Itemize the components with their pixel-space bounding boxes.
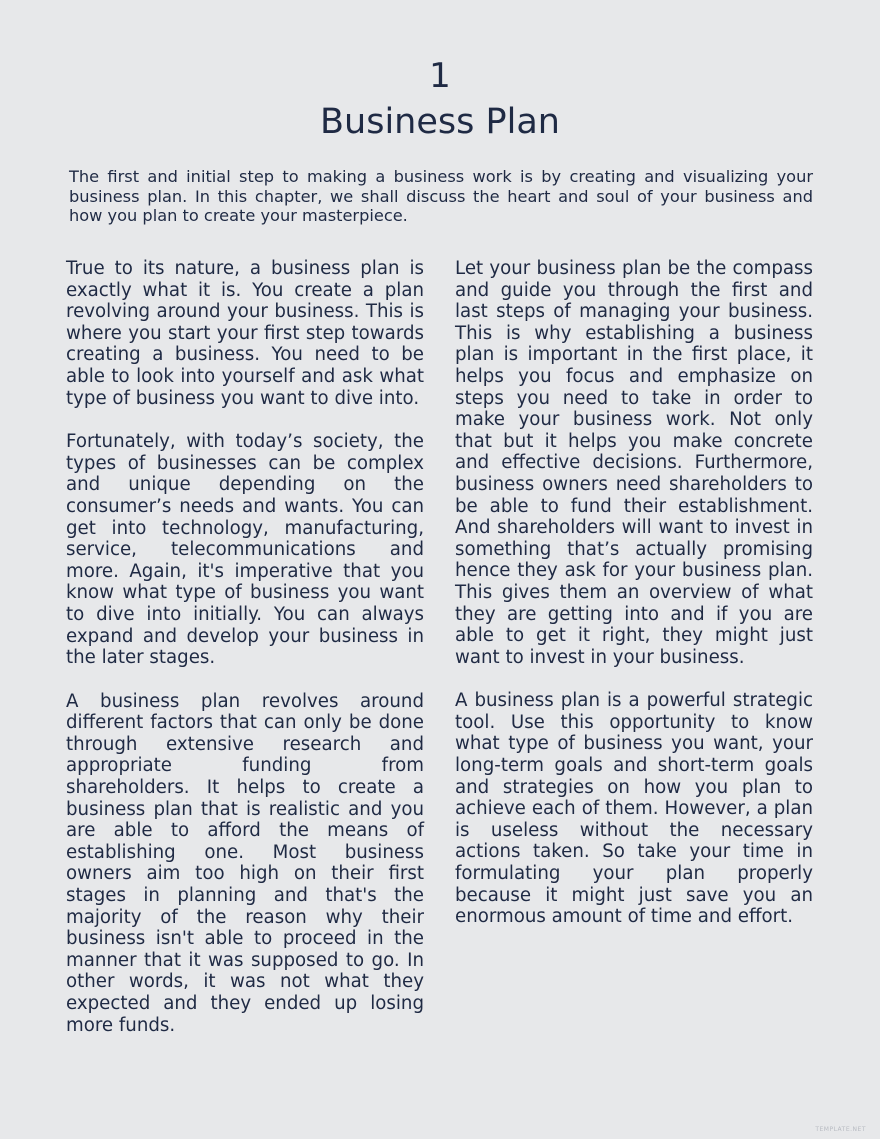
watermark: TEMPLATE.NET [815, 1126, 866, 1133]
page-title: Business Plan [320, 102, 560, 142]
right-column [455, 258, 813, 950]
right-paragraph-2: A business plan is a powerful strategic tool. Use this opportunity to know what type of business you want, your long-term goals and short-term goals and strategies on how you plan to achieve each of them. However, a plan is useless without the necessary actions taken. So take your time in formulating your plan properly because it might just save you an enormous amount of time and effort. [455, 690, 813, 928]
left-paragraph-2: Fortunately, with today’s society, the types of businesses can be complex and unique depending on the consumer’s needs and wants. You can get into technology, manufacturing, service, telecommunications and more. Again, it's imperative that you know what type of business you want to dive into initially. You can always expand and develop your business in the later stages. [66, 431, 424, 669]
right-paragraph-1: Let your business plan be the compass and guide you through the first and last steps of managing your business. This is why establishing a business plan is important in the first place, it helps you focus and emphasize on steps you need to take in order to make your business work. Not only that but it helps you make concrete and effective decisions. Furthermore, business owners need shareholders to be able to fund their establishment. And shareholders will want to invest in something that’s actually promising hence they ask for your business plan. This gives them an overview of what they are getting into and if you are able to get it right, they might just want to invest in your business. [455, 258, 813, 668]
left-column [66, 258, 424, 1058]
chapter-number: 1 [429, 56, 451, 96]
left-paragraph-3: A business plan revolves around different factors that can only be done through extensive research and appropriate funding from shareholders. It helps to create a business plan that is realistic and you are able to afford the means of establishing one. Most business owners aim too high on their first stages in planning and that's the majority of the reason why their business isn't able to proceed in the manner that it was supposed to go. In other words, it was not what they expected and they ended up losing more funds. [66, 690, 424, 1036]
intro-paragraph: The first and initial step to making a business work is by creating and visualizing your business plan. In this chapter, we shall discuss the heart and soul of your business and how you plan to create your masterpiece. [69, 167, 813, 226]
left-paragraph-1: True to its nature, a business plan is exactly what it is. You create a plan revolving around your business. This is where you start your first step towards creating a business. You need to be able to look into yourself and ask what type of business you want to dive into. [66, 258, 424, 409]
